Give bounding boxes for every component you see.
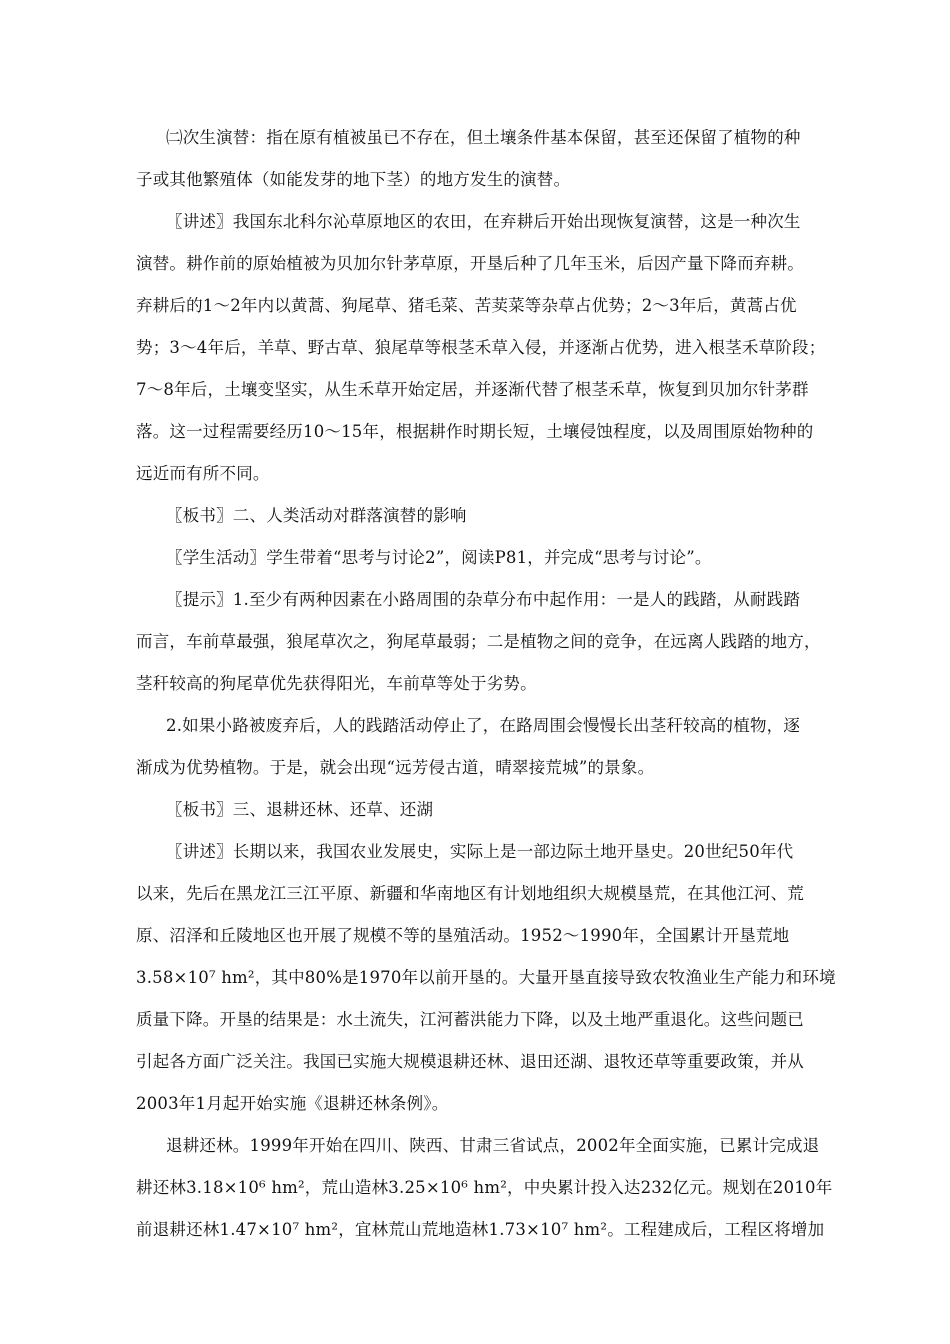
paragraph-line: 子或其他繁殖体（如能发芽的地下茎）的地方发生的演替。	[136, 170, 571, 189]
paragraph-line: 原、沼泽和丘陵地区也开展了规模不等的垦殖活动。1952～1990年，全国累计开垦荒地	[136, 926, 790, 945]
paragraph-line: 前退耕还林1.47×10⁷ hm²，宜林荒山荒地造林1.73×10⁷ hm²。工程建成后，工程区将增加	[136, 1220, 825, 1239]
paragraph-line: 3.58×10⁷ hm²，其中80%是1970年以前开垦的。大量开垦直接导致农牧渔业生产能力和环境	[136, 968, 836, 987]
paragraph-line: 〖提示〗1.至少有两种因素在小路周围的杂草分布中起作用：一是人的践踏，从耐践踏	[166, 590, 801, 609]
paragraph-line: 势；3～4年后，羊草、野古草、狼尾草等根茎禾草入侵，并逐渐占优势，进入根茎禾草阶段；	[136, 338, 826, 357]
paragraph-line: 2003年1月起开始实施《退耕还林条例》。	[136, 1094, 449, 1113]
paragraph-line: 引起各方面广泛关注。我国已实施大规模退耕还林、退田还湖、退牧还草等重要政策，并从	[136, 1052, 804, 1071]
paragraph-line: 退耕还林。1999年开始在四川、陕西、甘肃三省试点，2002年全面实施，已累计完成退	[166, 1136, 820, 1155]
paragraph-line: 〖学生活动〗学生带着“思考与讨论2”，阅读P81，并完成“思考与讨论”。	[166, 548, 712, 567]
paragraph-line: 耕还林3.18×10⁶ hm²，荒山造林3.25×10⁶ hm²，中央累计投入达232亿元。规划在2010年	[136, 1178, 833, 1197]
paragraph-line: 而言，车前草最强，狼尾草次之，狗尾草最弱；二是植物之间的竞争，在远离人践踏的地方，	[136, 632, 821, 651]
paragraph-line: 〖讲述〗长期以来，我国农业发展史，实际上是一部边际土地开垦史。20世纪50年代	[166, 842, 794, 861]
board-heading: 〖板书〗二、人类活动对群落演替的影响	[166, 506, 467, 525]
paragraph-line: 〖讲述〗我国东北科尔沁草原地区的农田，在弃耕后开始出现恢复演替，这是一种次生	[166, 212, 801, 231]
paragraph-line: 质量下降。开垦的结果是：水土流失，江河蓄洪能力下降，以及土地严重退化。这些问题已	[136, 1010, 804, 1029]
paragraph-line: 茎秆较高的狗尾草优先获得阳光，车前草等处于劣势。	[136, 674, 537, 693]
paragraph-line: 演替。耕作前的原始植被为贝加尔针茅草原，开垦后种了几年玉米，后因产量下降而弃耕。	[136, 254, 804, 273]
board-heading: 〖板书〗三、退耕还林、还草、还湖	[166, 800, 434, 819]
paragraph-line: 渐成为优势植物。于是，就会出现“远芳侵古道，晴翠接荒城”的景象。	[136, 758, 655, 777]
paragraph-line: ㈡次生演替：指在原有植被虽已不存在，但土壤条件基本保留，甚至还保留了植物的种	[166, 128, 801, 147]
paragraph-line: 远近而有所不同。	[136, 464, 270, 483]
paragraph-line: 7～8年后，土壤变坚实，从生禾草开始定居，并逐渐代替了根茎禾草，恢复到贝加尔针茅群	[136, 380, 809, 399]
paragraph-line: 2.如果小路被废弃后，人的践踏活动停止了，在路周围会慢慢长出茎秆较高的植物，逐	[166, 716, 801, 735]
paragraph-line: 落。这一过程需要经历10～15年，根据耕作时期长短，土壤侵蚀程度，以及周围原始物种的	[136, 422, 814, 441]
paragraph-line: 以来，先后在黑龙江三江平原、新疆和华南地区有计划地组织大规模垦荒，在其他江河、荒	[136, 884, 804, 903]
paragraph-line: 弃耕后的1～2年内以黄蒿、狗尾草、猪毛菜、苦荬菜等杂草占优势；2～3年后，黄蒿占优	[136, 296, 797, 315]
